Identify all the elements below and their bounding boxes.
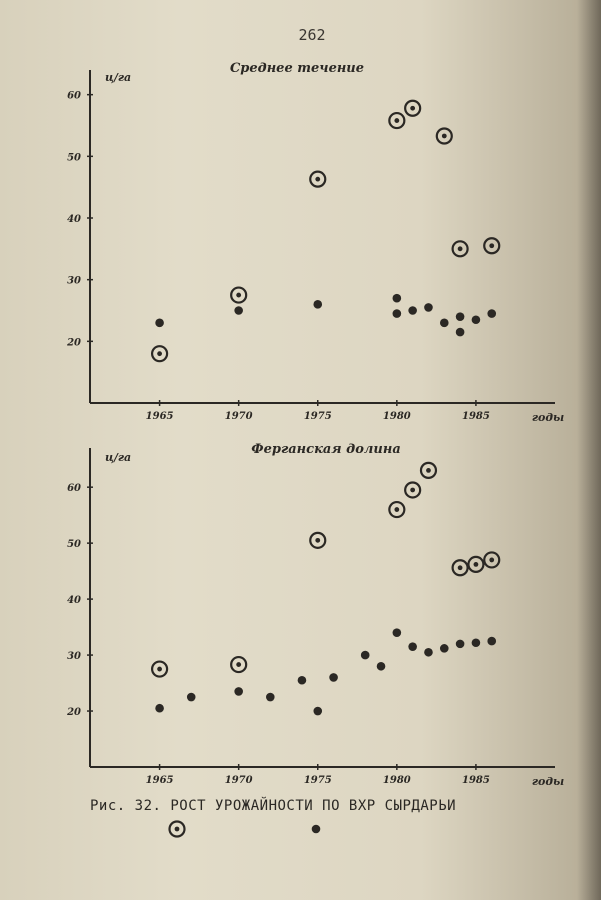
x-tick-label: 1970 <box>224 411 253 422</box>
filled-point <box>266 693 275 702</box>
filled-point <box>298 676 307 685</box>
filled-point <box>329 673 338 682</box>
x-tick-label: 1980 <box>382 775 411 786</box>
ringed-point-center <box>236 293 241 298</box>
legend <box>170 822 321 837</box>
x-tick-label: 1965 <box>145 775 174 786</box>
filled-point <box>472 315 481 324</box>
x-axis-label: годы <box>531 775 565 788</box>
figure-caption: Рис. 32. РОСТ УРОЖАЙНОСТИ ПО ВХР СЫРДАРЬИ <box>90 798 457 814</box>
y-tick-label: 40 <box>67 595 81 607</box>
filled-point <box>361 651 370 660</box>
filled-point <box>424 648 433 657</box>
ringed-point-center <box>474 562 479 567</box>
filled-point <box>440 319 449 328</box>
y-tick-label: 40 <box>67 214 81 225</box>
filled-point <box>472 638 481 647</box>
ringed-point-center <box>236 662 241 667</box>
x-tick-label: 1970 <box>224 775 253 786</box>
y-tick-label: 50 <box>67 539 81 551</box>
y-tick-label: 60 <box>67 483 81 495</box>
filled-point <box>424 303 433 312</box>
legend-filled-marker <box>312 825 321 834</box>
filled-point <box>313 707 322 716</box>
filled-point <box>155 704 164 713</box>
filled-point <box>234 306 243 315</box>
filled-point <box>393 309 402 318</box>
filled-point <box>234 687 243 696</box>
y-tick-label: 20 <box>67 337 81 349</box>
filled-point <box>408 642 417 651</box>
filled-point <box>187 693 196 702</box>
y-tick-label: 50 <box>67 152 81 164</box>
page-number: 262 <box>298 26 326 44</box>
filled-point <box>487 309 496 318</box>
filled-point <box>393 628 402 637</box>
x-tick-label: 1980 <box>382 411 411 422</box>
ringed-point-center <box>315 177 320 182</box>
ringed-point-center <box>458 565 463 570</box>
chart-title: Среднее течение <box>229 61 365 76</box>
filled-point <box>487 637 496 646</box>
ringed-point-center <box>394 507 399 512</box>
ringed-point-center <box>442 134 447 139</box>
x-tick-label: 1965 <box>145 411 174 422</box>
series-filled <box>155 294 496 337</box>
y-tick-label: 60 <box>67 90 81 102</box>
filled-point <box>408 306 417 315</box>
legend-ringed-marker-center <box>175 827 180 832</box>
filled-point <box>456 312 465 321</box>
filled-point <box>377 662 386 671</box>
filled-point <box>155 319 164 328</box>
filled-point <box>456 640 465 649</box>
y-axis-label: ц/га <box>105 451 132 464</box>
x-tick-label: 1975 <box>303 411 332 422</box>
y-tick-label: 30 <box>67 275 81 287</box>
ringed-point-center <box>410 106 415 111</box>
ringed-point-center <box>394 118 399 123</box>
ringed-point-center <box>157 667 162 672</box>
ringed-point-center <box>410 488 415 493</box>
filled-point <box>313 300 322 309</box>
y-axis-label: ц/га <box>105 71 132 84</box>
ringed-point-center <box>489 558 494 563</box>
series-filled <box>155 628 496 715</box>
ringed-point-center <box>458 246 463 251</box>
x-tick-label: 1975 <box>303 775 332 786</box>
ringed-point-center <box>157 351 162 356</box>
series-ringed <box>152 463 499 677</box>
filled-point <box>393 294 402 303</box>
y-tick-label: 20 <box>67 707 81 719</box>
chart-title: Ферганская долина <box>251 442 401 457</box>
x-tick-label: 1985 <box>461 411 490 422</box>
x-axis-label: годы <box>531 411 565 424</box>
filled-point <box>456 328 465 337</box>
ringed-point-center <box>489 243 494 248</box>
x-tick-label: 1985 <box>461 775 490 786</box>
filled-point <box>440 644 449 653</box>
y-tick-label: 30 <box>67 651 81 663</box>
ringed-point-center <box>315 538 320 543</box>
ringed-point-center <box>426 468 431 473</box>
